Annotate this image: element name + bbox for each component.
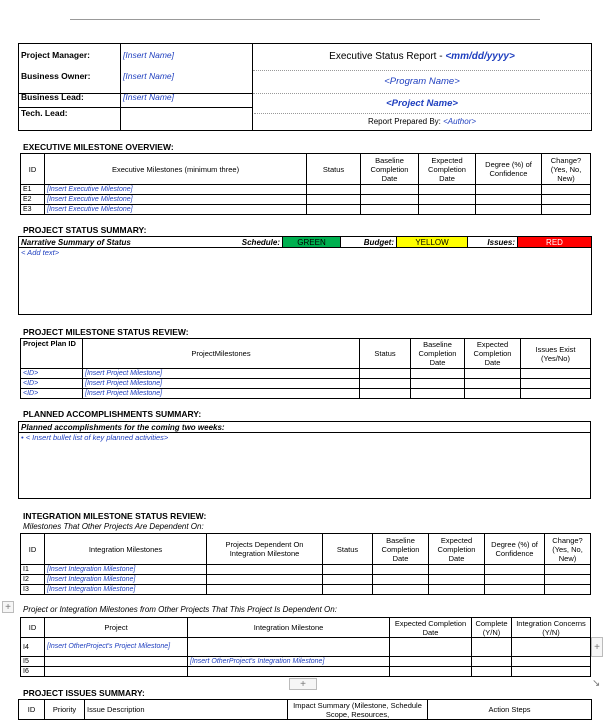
col-expected-date: Expected Completion Date [465,339,521,369]
col-baseline-date: Baseline Completion Date [361,154,419,185]
issues-table [18,699,592,720]
col-expected-date: Expected Completion Date [390,618,472,638]
field-label-tech-lead: Tech. Lead: [19,108,121,131]
row-id: E2 [21,195,45,205]
col-priority: Priority [45,700,85,720]
program-name[interactable]: <Program Name> [253,71,591,94]
cell-expected[interactable] [390,667,472,677]
col-project-milestones: ProjectMilestones [83,339,360,369]
cell-baseline[interactable] [411,379,465,389]
row-milestone[interactable]: [Insert OtherProject's Integration Milestone] [188,657,390,667]
cell-status[interactable] [323,585,373,595]
row-id: E3 [21,205,45,215]
row-milestone[interactable]: [Insert Project Milestone] [83,369,360,379]
planned-table [18,421,591,499]
prepared-by-author[interactable]: <Author> [443,117,477,126]
cell-baseline[interactable] [411,369,465,379]
row-milestone[interactable]: [Insert Project Milestone] [83,379,360,389]
row-project[interactable] [45,657,188,667]
cell-complete[interactable] [472,667,512,677]
budget-label: Budget: [341,237,397,248]
cell-expected[interactable] [390,638,472,657]
col-plan-id: Project Plan ID [21,339,83,369]
col-action-steps: Action Steps [428,700,592,720]
add-column-icon[interactable]: + [591,637,603,657]
cell-change[interactable] [542,185,591,195]
cell-issues[interactable] [521,369,591,379]
field-label-project-manager: Project Manager: [19,44,121,66]
cell-issues[interactable] [521,379,591,389]
table-row [21,638,591,657]
cell-concerns[interactable] [512,657,591,667]
col-expected-date: Expected Completion Date [429,534,485,565]
cell-expected[interactable] [419,205,476,215]
field-label-business-owner: Business Owner: [19,65,121,86]
narrative-text[interactable]: < Add text> [19,248,592,315]
field-label-business-lead: Business Lead: [19,86,121,108]
integration-subtitle: Milestones That Other Projects Are Dependent On: [23,522,204,531]
cell-complete[interactable] [472,638,512,657]
issues-label: Issues: [468,237,518,248]
project-name[interactable]: <Project Name> [254,95,590,114]
executive-milestone-table [20,153,591,215]
cell-expected[interactable] [465,379,521,389]
cell-status[interactable] [307,185,361,195]
table-row [21,185,591,195]
row-milestone[interactable]: [Insert Integration Milestone] [45,575,207,585]
add-row-icon[interactable]: + [289,678,317,690]
row-milestone[interactable]: [Insert Integration Milestone] [45,565,207,575]
row-id[interactable]: <ID> [21,379,83,389]
cell-dependent[interactable] [207,585,323,595]
prepared-by: Report Prepared By: <Author> [367,117,477,126]
cell-confidence[interactable] [485,565,545,575]
executive-milestone-title: EXECUTIVE MILESTONE OVERVIEW: [23,142,174,152]
cell-confidence[interactable] [476,195,542,205]
schedule-label: Schedule: [223,237,283,248]
cell-baseline[interactable] [361,185,419,195]
planned-bullet[interactable]: • < Insert bullet list of key planned activities> [19,433,591,499]
resize-handle-icon[interactable]: ↘ [592,678,601,689]
col-project: Project [45,618,188,638]
row-milestone[interactable]: [Insert Integration Milestone] [45,585,207,595]
integration-table [20,533,591,595]
cell-change[interactable] [545,585,591,595]
issues-status-badge[interactable]: RED [518,237,592,248]
cell-confidence[interactable] [485,575,545,585]
cell-concerns[interactable] [512,667,591,677]
col-id: ID [21,534,45,565]
row-milestone[interactable]: [Insert Executive Milestone] [45,185,307,195]
cell-dependent[interactable] [207,575,323,585]
header-rule [70,19,540,20]
cell-expected[interactable] [419,195,476,205]
cell-change[interactable] [545,565,591,575]
planned-title: PLANNED ACCOMPLISHMENTS SUMMARY: [23,409,202,419]
cell-change[interactable] [542,195,591,205]
cell-status[interactable] [307,195,361,205]
field-value-business-owner[interactable]: [Insert Name] [121,65,253,86]
table-move-handle-icon[interactable]: + [2,601,14,613]
cell-baseline[interactable] [373,575,429,585]
row-id: I4 [21,638,45,657]
row-project[interactable] [45,667,188,677]
cell-change[interactable] [542,205,591,215]
col-baseline-date: Baseline Completion Date [411,339,465,369]
dependent-subtitle: Project or Integration Milestones from Other Projects That This Project Is Dependent On: [23,605,337,614]
col-id: ID [21,618,45,638]
cell-baseline[interactable] [373,585,429,595]
row-id: I2 [21,575,45,585]
cell-expected[interactable] [390,657,472,667]
row-id[interactable]: <ID> [21,369,83,379]
report-date[interactable]: <mm/dd/yyyy> [445,51,515,62]
header-left-spacer [19,93,253,132]
table-row [21,389,591,399]
table-row [21,565,591,575]
cell-issues[interactable] [521,389,591,399]
col-expected-date: Expected Completion Date [419,154,476,185]
cell-expected[interactable] [429,575,485,585]
row-id: I6 [21,667,45,677]
col-dependent-projects: Projects Dependent On Integration Milestone [207,534,323,565]
cell-expected[interactable] [465,369,521,379]
col-status: Status [323,534,373,565]
row-milestone[interactable]: [Insert Executive Milestone] [45,205,307,215]
budget-status-badge[interactable]: YELLOW [397,237,468,248]
planned-subtitle: Planned accomplishments for the coming two weeks: [19,422,591,433]
report-title: Executive Status Report - <mm/dd/yyyy> [253,44,591,71]
row-id[interactable]: <ID> [21,389,83,399]
cell-baseline[interactable] [373,565,429,575]
cell-status[interactable] [360,389,411,399]
schedule-status-badge[interactable]: GREEN [283,237,341,248]
row-milestone[interactable]: [Insert Project Milestone] [83,389,360,399]
cell-expected[interactable] [429,585,485,595]
col-integration-milestone: Integration Milestone [188,618,390,638]
row-id: I3 [21,585,45,595]
col-impact-summary: Impact Summary (Milestone, Schedule Scope, Resources, [288,700,428,720]
integration-title: INTEGRATION MILESTONE STATUS REVIEW: [23,511,207,521]
cell-status[interactable] [307,205,361,215]
row-milestone[interactable]: [Insert Executive Milestone] [45,195,307,205]
cell-concerns[interactable] [512,638,591,657]
col-issue-description: Issue Description [85,700,288,720]
cell-status[interactable] [360,369,411,379]
col-baseline-date: Baseline Completion Date [373,534,429,565]
table-row [21,369,591,379]
table-row [21,379,591,389]
col-integration-milestones: Integration Milestones [45,534,207,565]
cell-complete[interactable] [472,657,512,667]
cell-confidence[interactable] [476,185,542,195]
cell-expected[interactable] [419,185,476,195]
cell-baseline[interactable] [361,195,419,205]
table-row [21,585,591,595]
row-id: E1 [21,185,45,195]
row-project[interactable]: [Insert OtherProject's Project Milestone] [45,638,188,657]
field-value-project-manager[interactable]: [Insert Name] [121,44,253,66]
cell-baseline[interactable] [361,205,419,215]
cell-expected[interactable] [429,565,485,575]
table-row [21,667,591,677]
cell-dependent[interactable] [207,565,323,575]
narrative-label: Narrative Summary of Status [19,237,223,248]
row-milestone[interactable] [188,638,390,657]
dependent-table [20,617,591,677]
col-id: ID [21,154,45,185]
cell-confidence[interactable] [476,205,542,215]
table-row [21,195,591,205]
col-status: Status [307,154,361,185]
cell-status[interactable] [323,575,373,585]
col-confidence: Degree (%) of Confidence [485,534,545,565]
table-row [21,205,591,215]
project-milestone-title: PROJECT MILESTONE STATUS REVIEW: [23,327,189,337]
col-status: Status [360,339,411,369]
col-complete: Complete (Y/N) [472,618,512,638]
col-id: ID [19,700,45,720]
col-concerns: Integration Concerns (Y/N) [512,618,591,638]
cell-baseline[interactable] [411,389,465,399]
cell-status[interactable] [360,379,411,389]
col-change: Change? (Yes, No, New) [545,534,591,565]
cell-confidence[interactable] [485,585,545,595]
project-status-title: PROJECT STATUS SUMMARY: [23,225,147,235]
status-summary-table [18,236,592,315]
row-milestone[interactable] [188,667,390,677]
table-row [21,575,591,585]
col-change: Change? (Yes, No, New) [542,154,591,185]
row-id: I1 [21,565,45,575]
table-row [21,657,591,667]
col-issues-exist: Issues Exist (Yes/No) [521,339,591,369]
field-value-business-lead[interactable]: [Insert Name] [121,86,253,108]
cell-change[interactable] [545,575,591,585]
cell-status[interactable] [323,565,373,575]
issues-title: PROJECT ISSUES SUMMARY: [23,688,145,698]
project-milestone-table [20,338,591,399]
col-executive-milestones: Executive Milestones (minimum three) [45,154,307,185]
cell-expected[interactable] [465,389,521,399]
col-confidence: Degree (%) of Confidence [476,154,542,185]
row-id: I5 [21,657,45,667]
